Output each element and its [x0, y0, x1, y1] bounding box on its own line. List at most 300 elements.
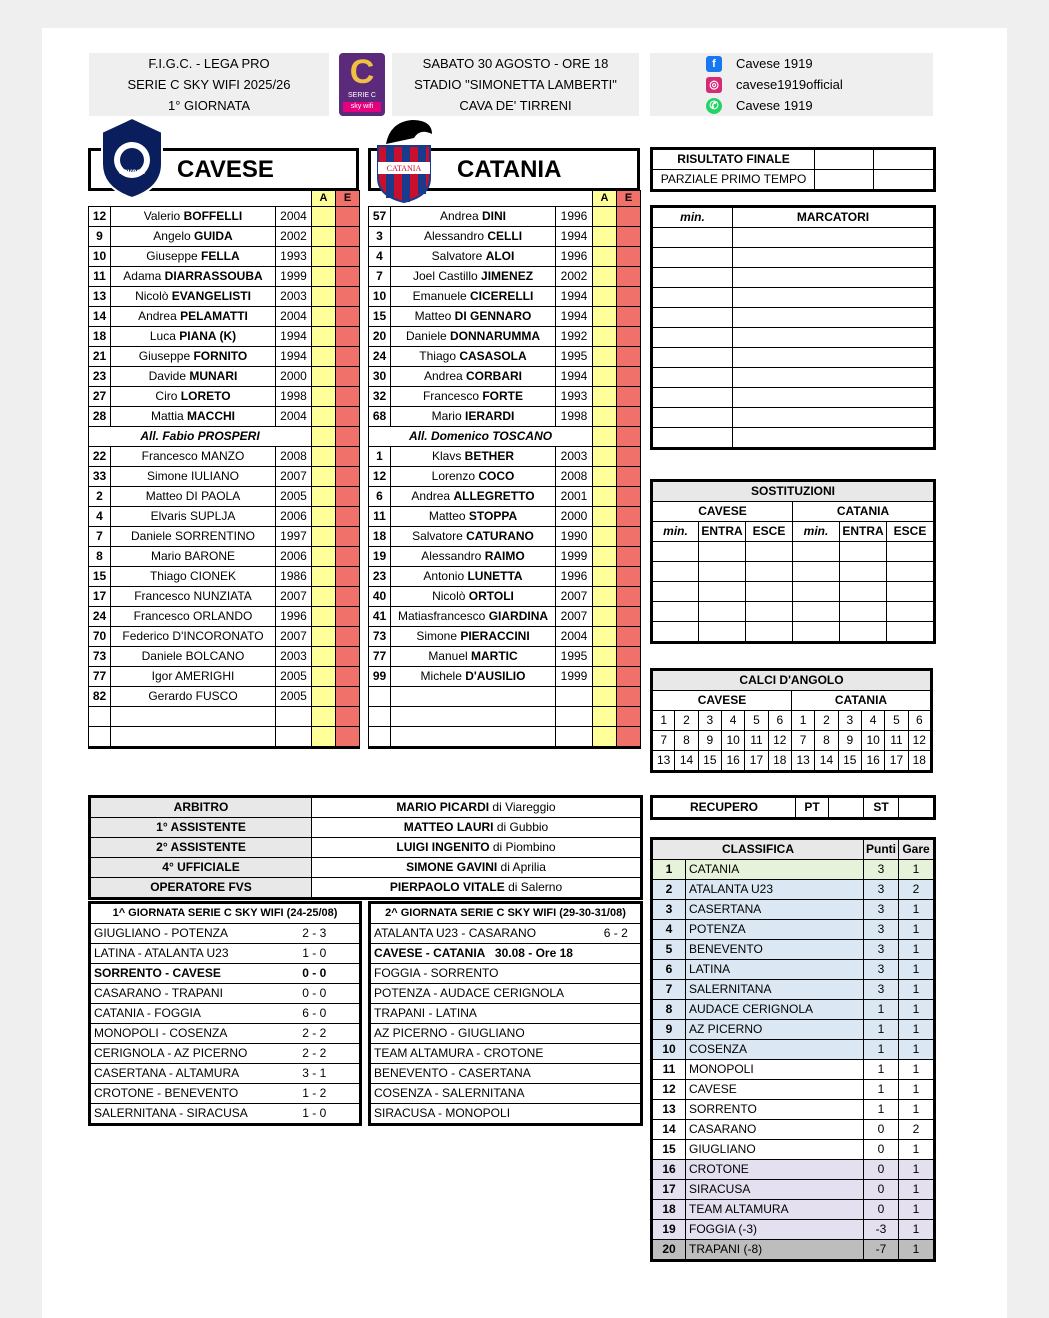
player-name: [391, 447, 556, 467]
warning-cell[interactable]: [593, 307, 617, 327]
sub-minute-cell[interactable]: [652, 542, 699, 562]
player-name: [111, 367, 276, 387]
expulsion-cell[interactable]: [336, 627, 360, 647]
warning-cell[interactable]: [593, 207, 617, 227]
bench-row: [369, 627, 641, 647]
home-corner-cell[interactable]: 6: [768, 711, 791, 731]
expulsion-cell[interactable]: [617, 227, 641, 247]
sub-in-cell[interactable]: [699, 582, 746, 602]
home-corner-cell[interactable]: 4: [721, 711, 744, 731]
bench-row: [89, 727, 360, 748]
warning-cell[interactable]: [312, 387, 336, 407]
away-corner-cell[interactable]: 16: [861, 751, 884, 772]
standings-games: 1: [899, 860, 935, 880]
scorer-minute-cell[interactable]: [652, 288, 733, 308]
corners-row: [652, 711, 932, 731]
expulsion-cell[interactable]: [336, 567, 360, 587]
scorer-minute-cell[interactable]: [652, 268, 733, 288]
expulsion-cell[interactable]: [336, 467, 360, 487]
home-corner-cell[interactable]: 7: [652, 731, 675, 751]
fixture-teams: LATINA - ATALANTA U23: [90, 944, 270, 964]
fixture-row: [370, 1024, 642, 1044]
player-first-name: Nicolò: [432, 589, 466, 603]
player-first-name: Valerio: [143, 209, 181, 223]
sub-out-cell[interactable]: [887, 582, 935, 602]
bench-row: [369, 687, 641, 707]
expulsion-cell[interactable]: [617, 267, 641, 287]
player-first-name: Salvatore: [412, 529, 463, 543]
official-role: 1° ASSISTENTE: [90, 818, 312, 838]
expulsion-cell[interactable]: [336, 587, 360, 607]
scorer-minute-cell[interactable]: [652, 308, 733, 328]
player-last-name: PELAMATTI: [180, 309, 248, 323]
warning-cell[interactable]: [593, 447, 617, 467]
player-first-name: Matteo: [414, 309, 452, 323]
home-corner-cell[interactable]: 3: [698, 711, 721, 731]
standings-points: 1: [864, 1020, 899, 1040]
expulsion-cell[interactable]: [336, 307, 360, 327]
scorer-row: [652, 248, 935, 268]
player-name: [391, 327, 556, 347]
expulsion-cell[interactable]: [617, 487, 641, 507]
fixture-teams: POTENZA - AUDACE CERIGNOLA: [370, 984, 592, 1004]
away-corner-cell[interactable]: 2: [815, 711, 838, 731]
player-name: [111, 207, 276, 227]
sub-out-cell[interactable]: [746, 582, 793, 602]
sub-minute-cell[interactable]: [652, 582, 699, 602]
away-corner-cell[interactable]: 17: [885, 751, 908, 772]
fixture-score: [592, 1084, 642, 1104]
standings-row: [652, 860, 935, 880]
expulsion-cell[interactable]: [617, 427, 641, 447]
fixture-teams: MONOPOLI - COSENZA: [90, 1024, 270, 1044]
expulsion-cell[interactable]: [617, 447, 641, 467]
fixture-row: [370, 984, 642, 1004]
halftime-away-score[interactable]: [874, 170, 935, 191]
sub-minute-cell[interactable]: [652, 602, 699, 622]
expulsion-cell[interactable]: [617, 647, 641, 667]
scorer-name-cell[interactable]: [733, 268, 935, 288]
expulsion-cell[interactable]: [336, 707, 360, 727]
player-number: [369, 687, 391, 707]
away-corner-cell[interactable]: 14: [815, 751, 838, 772]
warning-cell[interactable]: [312, 427, 336, 447]
expulsion-cell[interactable]: [336, 527, 360, 547]
expulsion-cell[interactable]: [617, 407, 641, 427]
warning-column-header: A: [312, 191, 336, 207]
expulsion-cell[interactable]: [336, 607, 360, 627]
scorer-name-cell[interactable]: [733, 288, 935, 308]
expulsion-cell[interactable]: [617, 327, 641, 347]
expulsion-cell[interactable]: [617, 587, 641, 607]
expulsion-cell[interactable]: [617, 547, 641, 567]
player-first-name: Lorenzo: [431, 469, 476, 483]
halftime-home-score[interactable]: [815, 170, 874, 191]
player-number: 77: [89, 667, 111, 687]
player-name: [391, 587, 556, 607]
home-corner-cell[interactable]: 9: [698, 731, 721, 751]
warning-cell[interactable]: [593, 567, 617, 587]
warning-cell[interactable]: [312, 287, 336, 307]
expulsion-cell[interactable]: [336, 647, 360, 667]
player-name: [111, 227, 276, 247]
sub-in-cell[interactable]: [840, 582, 887, 602]
fixture-score: [592, 1004, 642, 1024]
expulsion-cell[interactable]: [336, 287, 360, 307]
home-corner-cell[interactable]: 2: [675, 711, 698, 731]
expulsion-cell[interactable]: [336, 687, 360, 707]
player-last-name: LUNETTA: [467, 569, 523, 583]
warning-cell[interactable]: [312, 527, 336, 547]
expulsion-cell[interactable]: [617, 527, 641, 547]
standings-position: 3: [652, 900, 686, 920]
warning-cell[interactable]: [593, 707, 617, 727]
recupero-pt-value[interactable]: [829, 797, 864, 819]
warning-cell[interactable]: [312, 687, 336, 707]
player-first-name: Alessandro: [423, 229, 485, 243]
expulsion-cell[interactable]: [336, 667, 360, 687]
player-number: 7: [369, 267, 391, 287]
expulsion-cell[interactable]: [617, 247, 641, 267]
scorer-minute-cell[interactable]: [652, 248, 733, 268]
standings-points: 1: [864, 1000, 899, 1020]
warning-cell[interactable]: [593, 687, 617, 707]
warning-cell[interactable]: [593, 547, 617, 567]
sub-minute-cell[interactable]: [793, 622, 840, 643]
home-corner-cell[interactable]: 8: [675, 731, 698, 751]
warning-cell[interactable]: [593, 227, 617, 247]
expulsion-cell[interactable]: [617, 727, 641, 748]
warning-cell[interactable]: [593, 587, 617, 607]
sub-out-cell[interactable]: [887, 562, 935, 582]
away-corner-cell[interactable]: 4: [861, 711, 884, 731]
expulsion-cell[interactable]: [336, 507, 360, 527]
bench-row: [369, 507, 641, 527]
warning-cell[interactable]: [312, 447, 336, 467]
recupero-st-value[interactable]: [899, 797, 935, 819]
sub-minute-cell[interactable]: [793, 602, 840, 622]
away-corner-cell[interactable]: 5: [885, 711, 908, 731]
expulsion-cell[interactable]: [617, 707, 641, 727]
sub-in-cell[interactable]: [840, 562, 887, 582]
player-last-name: CICERELLI: [470, 289, 534, 303]
player-birth-year: [556, 707, 593, 727]
sub-out-cell[interactable]: [887, 602, 935, 622]
away-corner-cell[interactable]: 7: [791, 731, 814, 751]
expulsion-cell[interactable]: [336, 407, 360, 427]
scorer-minute-cell[interactable]: [652, 228, 733, 248]
standings-position: 18: [652, 1200, 686, 1220]
scorer-name-cell[interactable]: [733, 328, 935, 348]
player-last-name: DI GENNARO: [454, 309, 532, 323]
sub-in-cell[interactable]: [840, 602, 887, 622]
warning-cell[interactable]: [593, 667, 617, 687]
expulsion-cell[interactable]: [336, 487, 360, 507]
standings-points: 0: [864, 1180, 899, 1200]
standings-row: [652, 1180, 935, 1200]
scorer-name-cell[interactable]: [733, 228, 935, 248]
substitutions-title: SOSTITUZIONI: [652, 481, 935, 502]
away-corner-cell[interactable]: 11: [885, 731, 908, 751]
expulsion-cell[interactable]: [617, 507, 641, 527]
expulsion-cell[interactable]: [336, 367, 360, 387]
standings-points: 1: [864, 1080, 899, 1100]
sub-out-cell[interactable]: [746, 622, 793, 643]
scorer-row: [652, 288, 935, 308]
warning-cell[interactable]: [593, 607, 617, 627]
away-corner-cell[interactable]: 12: [908, 731, 931, 751]
substitution-row: [652, 602, 935, 622]
player-first-name: Andrea: [439, 209, 479, 223]
home-corner-cell[interactable]: 13: [652, 751, 675, 772]
expulsion-cell[interactable]: [336, 387, 360, 407]
warning-cell[interactable]: [312, 487, 336, 507]
warning-cell[interactable]: [312, 647, 336, 667]
sub-out-cell[interactable]: [887, 622, 935, 643]
sub-minute-cell[interactable]: [793, 542, 840, 562]
home-corner-cell[interactable]: 10: [721, 731, 744, 751]
sub-in-cell[interactable]: [840, 542, 887, 562]
player-birth-year: 1999: [276, 267, 312, 287]
expulsion-cell[interactable]: [617, 387, 641, 407]
scorer-name-cell[interactable]: [733, 388, 935, 408]
warning-cell[interactable]: [593, 727, 617, 748]
warning-cell[interactable]: [312, 587, 336, 607]
scorer-minute-cell[interactable]: [652, 368, 733, 388]
warning-cell[interactable]: [593, 287, 617, 307]
starter-row: [369, 327, 641, 347]
scorer-minute-cell[interactable]: [652, 348, 733, 368]
player-number: 8: [89, 547, 111, 567]
scorer-minute-cell[interactable]: [652, 328, 733, 348]
social-facebook[interactable]: [650, 53, 933, 74]
player-number: 11: [89, 267, 111, 287]
expulsion-cell[interactable]: [336, 247, 360, 267]
recupero-st-label: ST: [864, 797, 899, 819]
sub-out-cell[interactable]: [887, 542, 935, 562]
home-corner-cell[interactable]: 1: [652, 711, 675, 731]
warning-cell[interactable]: [593, 487, 617, 507]
expulsion-cell[interactable]: [617, 287, 641, 307]
home-corner-cell[interactable]: 16: [721, 751, 744, 772]
away-corner-cell[interactable]: 10: [861, 731, 884, 751]
warning-cell[interactable]: [312, 607, 336, 627]
header-league-line: 1° GIORNATA: [167, 98, 250, 113]
player-number: 17: [89, 587, 111, 607]
standings-team: LATINA: [686, 960, 864, 980]
warning-cell[interactable]: [312, 707, 336, 727]
sub-in-cell[interactable]: [840, 622, 887, 643]
warning-cell[interactable]: [593, 527, 617, 547]
scorer-name-cell[interactable]: [733, 348, 935, 368]
final-home-score[interactable]: [815, 149, 874, 170]
home-corner-cell[interactable]: 18: [768, 751, 791, 772]
expulsion-cell[interactable]: [336, 447, 360, 467]
player-number: 77: [369, 647, 391, 667]
expulsion-cell[interactable]: [617, 207, 641, 227]
expulsion-cell[interactable]: [617, 667, 641, 687]
expulsion-cell[interactable]: [617, 607, 641, 627]
sub-out-cell[interactable]: [746, 602, 793, 622]
away-corner-cell[interactable]: 13: [791, 751, 814, 772]
sub-minute-cell[interactable]: [652, 622, 699, 643]
player-birth-year: 1996: [276, 607, 312, 627]
expulsion-cell[interactable]: [336, 327, 360, 347]
warning-cell[interactable]: [593, 367, 617, 387]
warning-cell[interactable]: [312, 347, 336, 367]
corners-row: [652, 751, 932, 772]
player-birth-year: 2007: [276, 627, 312, 647]
expulsion-cell[interactable]: [617, 367, 641, 387]
player-first-name: Antonio: [423, 569, 465, 583]
sub-minute-cell[interactable]: [652, 562, 699, 582]
expulsion-cell[interactable]: [617, 307, 641, 327]
away-corner-cell[interactable]: 8: [815, 731, 838, 751]
away-corner-cell[interactable]: 3: [838, 711, 861, 731]
expulsion-cell[interactable]: [336, 547, 360, 567]
scorer-minute-cell[interactable]: [652, 408, 733, 428]
home-corner-cell[interactable]: 11: [745, 731, 768, 751]
expulsion-cell[interactable]: [617, 567, 641, 587]
scorer-name-cell[interactable]: [733, 248, 935, 268]
warning-cell[interactable]: [593, 647, 617, 667]
warning-cell[interactable]: [312, 667, 336, 687]
away-corner-cell[interactable]: 6: [908, 711, 931, 731]
warning-cell[interactable]: [312, 627, 336, 647]
player-name: Francesco NUNZIATA: [111, 587, 276, 607]
standings-row: [652, 1240, 935, 1261]
warning-cell[interactable]: [312, 547, 336, 567]
expulsion-cell[interactable]: [617, 347, 641, 367]
expulsion-cell[interactable]: [336, 347, 360, 367]
standings-team: SALERNITANA: [686, 980, 864, 1000]
warning-cell[interactable]: [312, 267, 336, 287]
warning-cell[interactable]: [593, 247, 617, 267]
expulsion-cell[interactable]: [336, 267, 360, 287]
scorer-minute-cell[interactable]: [652, 428, 733, 449]
scorer-name-cell[interactable]: [733, 368, 935, 388]
fixture-score: 2 - 2: [270, 1044, 361, 1064]
subs-out-header: ESCE: [746, 522, 793, 542]
scorer-name-cell[interactable]: [733, 308, 935, 328]
warning-cell[interactable]: [593, 407, 617, 427]
player-name: Matteo DI PAOLA: [111, 487, 276, 507]
warning-cell[interactable]: [593, 627, 617, 647]
warning-cell[interactable]: [312, 207, 336, 227]
warning-cell[interactable]: [312, 367, 336, 387]
social-whatsapp[interactable]: [650, 95, 933, 116]
away-corner-cell[interactable]: 9: [838, 731, 861, 751]
official-name: [312, 818, 642, 838]
social-instagram[interactable]: [650, 74, 933, 95]
warning-cell[interactable]: [312, 407, 336, 427]
expulsion-cell[interactable]: [336, 727, 360, 748]
official-full-name: LUIGI INGENITO: [396, 840, 490, 854]
expulsion-cell[interactable]: [336, 427, 360, 447]
warning-cell[interactable]: [312, 727, 336, 748]
scorer-name-cell[interactable]: [733, 428, 935, 449]
sub-minute-cell[interactable]: [793, 562, 840, 582]
bench-row: [89, 647, 360, 667]
player-first-name: Simone: [416, 629, 457, 643]
warning-cell[interactable]: [593, 327, 617, 347]
bench-row: [369, 447, 641, 467]
warning-cell[interactable]: [312, 507, 336, 527]
expulsion-cell[interactable]: [617, 627, 641, 647]
home-corner-cell[interactable]: 17: [745, 751, 768, 772]
warning-cell[interactable]: [312, 247, 336, 267]
home-corner-cell[interactable]: 12: [768, 731, 791, 751]
standings-row: [652, 880, 935, 900]
player-last-name: D'AUSILIO: [465, 669, 526, 683]
expulsion-cell[interactable]: [617, 467, 641, 487]
warning-cell[interactable]: [312, 467, 336, 487]
scorers-table: [650, 205, 936, 450]
official-row: [90, 838, 642, 858]
expulsion-cell[interactable]: [336, 227, 360, 247]
bench-row: [89, 507, 360, 527]
warning-cell[interactable]: [312, 327, 336, 347]
sub-in-cell[interactable]: [699, 542, 746, 562]
player-birth-year: 1996: [556, 567, 593, 587]
warning-cell[interactable]: [593, 467, 617, 487]
warning-cell[interactable]: [312, 567, 336, 587]
expulsion-cell[interactable]: [336, 207, 360, 227]
sub-in-cell[interactable]: [699, 622, 746, 643]
warning-cell[interactable]: [593, 387, 617, 407]
final-away-score[interactable]: [874, 149, 935, 170]
away-corner-cell[interactable]: 15: [838, 751, 861, 772]
scorer-minute-cell[interactable]: [652, 388, 733, 408]
expulsion-cell[interactable]: [617, 687, 641, 707]
player-birth-year: 1999: [556, 547, 593, 567]
starter-row: [89, 227, 360, 247]
sub-in-cell[interactable]: [699, 602, 746, 622]
player-name: [391, 647, 556, 667]
warning-cell[interactable]: [312, 307, 336, 327]
away-corner-cell[interactable]: 1: [791, 711, 814, 731]
player-birth-year: 2005: [276, 667, 312, 687]
warning-cell[interactable]: [593, 507, 617, 527]
official-name: [312, 838, 642, 858]
sub-minute-cell[interactable]: [793, 582, 840, 602]
player-name: [391, 627, 556, 647]
player-number: 99: [369, 667, 391, 687]
home-corner-cell[interactable]: 14: [675, 751, 698, 772]
warning-cell[interactable]: [593, 427, 617, 447]
standings-position: 6: [652, 960, 686, 980]
sub-out-cell[interactable]: [746, 562, 793, 582]
warning-cell[interactable]: [593, 267, 617, 287]
away-corner-cell[interactable]: 18: [908, 751, 931, 772]
home-corner-cell[interactable]: 15: [698, 751, 721, 772]
player-first-name: Mario: [431, 409, 462, 423]
warning-cell[interactable]: [312, 227, 336, 247]
sub-in-cell[interactable]: [699, 562, 746, 582]
sub-out-cell[interactable]: [746, 542, 793, 562]
round2-table: [368, 901, 643, 1126]
player-name: Francesco ORLANDO: [111, 607, 276, 627]
fixture-row: [90, 1064, 361, 1084]
warning-cell[interactable]: [593, 347, 617, 367]
official-origin: di Piombino: [492, 840, 556, 854]
player-number: 7: [89, 527, 111, 547]
bench-row: [89, 547, 360, 567]
bench-row: [369, 727, 641, 748]
standings-points: 1: [864, 1100, 899, 1120]
home-corner-cell[interactable]: 5: [745, 711, 768, 731]
scorer-name-cell[interactable]: [733, 408, 935, 428]
